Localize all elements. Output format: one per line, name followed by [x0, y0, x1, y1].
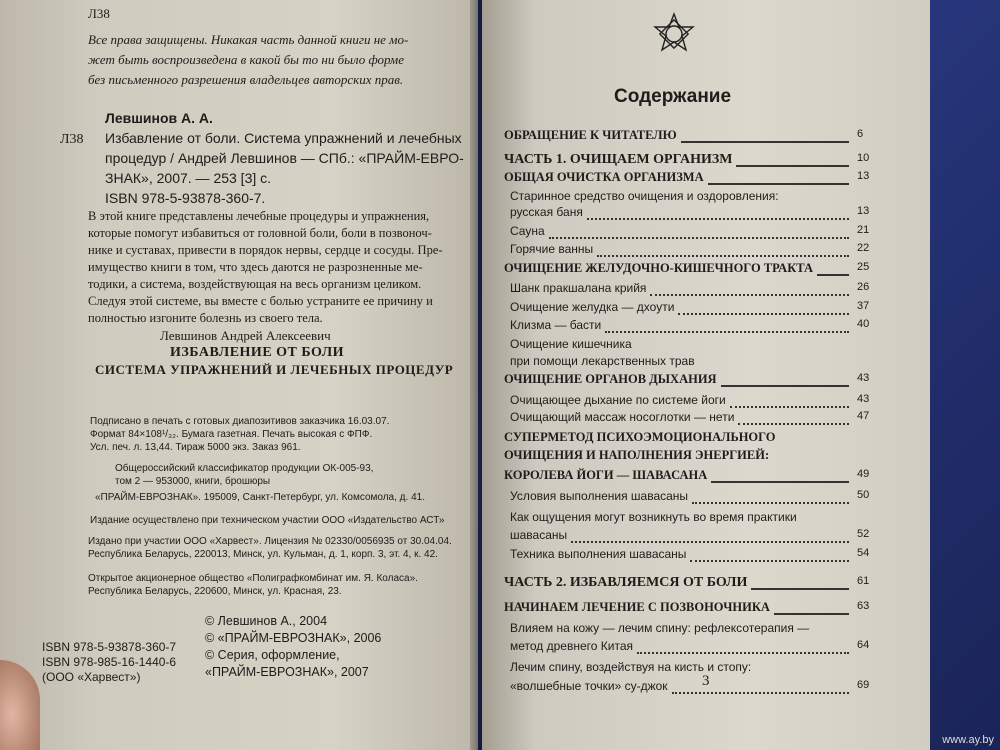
toc-entry-page: 50 — [857, 489, 870, 501]
toc-leader — [730, 406, 849, 408]
toc-leader — [681, 141, 849, 143]
page-number: 3 — [702, 673, 710, 689]
toc-entry — [504, 205, 874, 225]
toc-entry-page: 26 — [857, 281, 870, 293]
toc-entry-page: 22 — [857, 242, 870, 254]
toc-entry-label: ЧАСТЬ 2. ИЗБАВЛЯЕМСЯ ОТ БОЛИ — [504, 575, 748, 590]
toc-entry-label: Очищение кишечника — [510, 337, 632, 351]
toc-entry — [504, 128, 874, 148]
toc-entry — [504, 372, 874, 392]
toc-entry — [504, 410, 874, 430]
toc-entry — [504, 354, 874, 374]
toc-entry-label: ОБРАЩЕНИЕ К ЧИТАТЕЛЮ — [504, 128, 677, 142]
toc-leader — [817, 274, 849, 276]
printing-plant-info: Открытое акционерное общество «Полиграфкомбинат им. Я. Коласа». Республика Беларусь, 220600, Минск, ул. Красная, 23. — [88, 573, 418, 597]
toc-leader — [571, 541, 849, 543]
toc-leader — [692, 502, 849, 504]
toc-entry — [504, 300, 874, 320]
toc-entry — [504, 600, 874, 620]
classifier-info: Общероссийский классификатор продукции ОК-005-93, том 2 — 953000, книги, брошюры — [115, 463, 374, 487]
toc-entry-label: метод древнего Китая — [510, 639, 634, 653]
toc-leader — [738, 423, 849, 425]
toc-entry — [504, 261, 874, 281]
toc-entry-page: 61 — [857, 575, 870, 587]
author-full-name: Левшинов Андрей Алексеевич — [160, 328, 331, 343]
book-subtitle: СИСТЕМА УПРАЖНЕНИЙ И ЛЕЧЕБНЫХ ПРОЦЕДУР — [95, 362, 454, 377]
toc-entry-page: 69 — [857, 679, 870, 691]
toc-leader — [597, 255, 849, 257]
toc-entry-label: Лечим спину, воздействуя на кисть и стопу: — [510, 660, 752, 674]
toc-entry — [504, 639, 874, 659]
isbn-list: ISBN 978-5-93878-360-7 ISBN 978-985-16-1440-6 (ООО «Харвест») — [42, 640, 177, 684]
toc-entry — [504, 468, 874, 488]
toc-entry-page: 49 — [857, 468, 870, 480]
toc-entry — [504, 660, 874, 680]
toc-entry — [504, 679, 874, 699]
toc-entry-page: 40 — [857, 318, 870, 330]
toc-entry-label: ОЧИЩЕНИЯ И НАПОЛНЕНИЯ ЭНЕРГИЕЙ: — [504, 448, 770, 462]
toc-leader — [678, 313, 849, 315]
toc-entry-label: «волшебные точки» су-джок — [510, 679, 668, 693]
toc-entry-label: шавасаны — [510, 528, 568, 542]
toc-entry-label: русская баня — [510, 205, 583, 219]
toc-entry-page: 21 — [857, 224, 870, 236]
toc-entry-page: 13 — [857, 205, 870, 217]
toc-entry-label: Шанк пракшалана крийя — [510, 281, 647, 295]
toc-leader — [736, 165, 849, 167]
toc-entry-label: Старинное средство очищения и оздоровления: — [510, 189, 779, 203]
toc-entry-page: 37 — [857, 300, 870, 312]
toc-entry-label: при помощи лекарственных трав — [510, 354, 695, 368]
technical-participation: Издание осуществлено при техническом участии ООО «Издательство АСТ» — [90, 515, 445, 526]
watermark: www.ay.by — [942, 734, 994, 746]
toc-entry — [504, 510, 874, 530]
bibliographic-record: Избавление от боли. Система упражнений и лечебных процедур / Андрей Левшинов — СПб.: «ПРАЙМ-ЕВРО- ЗНАК», 2007. — 253 [3] с. ISBN 978-5-93878-360-7. — [105, 130, 464, 206]
toc-entry-label: Клизма — басти — [510, 318, 602, 332]
toc-entry-page: 25 — [857, 261, 870, 273]
toc-entry-label: Влияем на кожу — лечим спину: рефлексотерапия — — [510, 621, 810, 635]
toc-heading: Содержание — [614, 86, 732, 107]
toc-leader — [549, 237, 849, 239]
toc-entry-page: 13 — [857, 170, 870, 182]
toc-entry-label: ОЧИЩЕНИЕ ОРГАНОВ ДЫХАНИЯ — [504, 372, 717, 386]
toc-entry-label: Горячие ванны — [510, 242, 594, 256]
publisher-address: «ПРАЙМ-ЕВРОЗНАК». 195009, Санкт-Петербург, ул. Комсомола, д. 41. — [95, 492, 425, 503]
toc-entry-label: СУПЕРМЕТОД ПСИХОЭМОЦИОНАЛЬНОГО — [504, 430, 776, 444]
toc-entry-page: 43 — [857, 372, 870, 384]
toc-entry-label: КОРОЛЕВА ЙОГИ — ШАВАСАНА — [504, 468, 708, 482]
toc-leader — [708, 183, 849, 185]
rights-notice: Все права защищены. Никакая часть данной книги не мо- жет быть воспроизведена в какой бы то ни было форме без письменного разрешения владельцев авторских прав. — [88, 32, 409, 87]
toc-entry — [504, 430, 874, 450]
toc-leader — [650, 294, 849, 296]
toc-leader — [721, 385, 849, 387]
toc-entry-label: Условия выполнения шавасаны — [510, 489, 689, 503]
toc-entry-label: НАЧИНАЕМ ЛЕЧЕНИЕ С ПОЗВОНОЧНИКА — [504, 600, 770, 614]
toc-entry-page: 6 — [857, 128, 864, 140]
toc-leader — [587, 218, 849, 220]
toc-entry-page: 43 — [857, 393, 870, 405]
toc-entry-label: ОБЩАЯ ОЧИСТКА ОРГАНИЗМА — [504, 170, 704, 184]
toc-entry — [504, 318, 874, 338]
book-title: ИЗБАВЛЕНИЕ ОТ БОЛИ — [170, 345, 345, 360]
top-code: Л38 — [88, 6, 110, 21]
left-page — [0, 0, 478, 750]
toc-leader — [637, 652, 849, 654]
toc-entry-label: ОЧИЩЕНИЕ ЖЕЛУДОЧНО-КИШЕЧНОГО ТРАКТА — [504, 261, 813, 275]
toc-entry — [504, 170, 874, 190]
harvest-info: Издано при участии ООО «Харвест». Лицензия № 02330/0056935 от 30.04.04. Республика Беларусь, 220013, Минск, ул. Кульман, д. 1, корп. 3, эт. 4, к. 42. — [88, 536, 452, 560]
toc-leader — [690, 560, 849, 562]
toc-entry — [504, 152, 874, 172]
toc-entry — [504, 575, 874, 595]
toc-leader — [672, 692, 849, 694]
copyright-block: © Левшинов А., 2004 © «ПРАЙМ-ЕВРОЗНАК», 2006 © Серия, оформление, «ПРАЙМ-ЕВРОЗНАК», 2007 — [205, 614, 382, 679]
table-of-contents — [504, 0, 874, 750]
toc-entry — [504, 528, 874, 548]
toc-entry-label: Сауна — [510, 224, 545, 238]
toc-entry-label: Очищение желудка — дхоути — [510, 300, 675, 314]
toc-entry-page: 64 — [857, 639, 870, 651]
toc-entry — [504, 448, 874, 468]
author-name: Левшинов А. А. — [105, 110, 213, 126]
toc-entry-label: Как ощущения могут возникнуть во время практики — [510, 510, 797, 524]
right-page — [482, 0, 930, 750]
toc-entry-page: 10 — [857, 152, 870, 164]
toc-entry-label: ЧАСТЬ 1. ОЧИЩАЕМ ОРГАНИЗМ — [504, 152, 733, 167]
toc-entry-page: 52 — [857, 528, 870, 540]
toc-entry — [504, 224, 874, 244]
print-info: Подписано в печать с готовых диапозитивов заказчика 16.03.07. Формат 84×108¹/₃₂. Бумага газетная. Печать высокая с ФПФ. Усл. печ. л. 13,44. Тираж 5000 экз. Заказ 961. — [90, 416, 390, 453]
toc-entry — [504, 242, 874, 262]
annotation: В этой книге представлены лечебные процедуры и упражнения, которые помогут избавиться от головной боли, боли в позвоноч- нике и суставах, привести в порядок нервы, сердце и сосуды. Пре- имущество книги в том, что здесь даются не разрозненные ме- тодики, а система, воздействующая на весь организм целиком. Следуя этой системе, вы вместе с болью устраните ее причину и полностью изгоните болезнь из своего тела. — [88, 209, 443, 325]
toc-entry-page: 47 — [857, 410, 870, 422]
toc-entry-label: Техника выполнения шавасаны — [510, 547, 687, 561]
toc-entry-label: Очищающее дыхание по системе йоги — [510, 393, 726, 407]
thumb — [0, 660, 40, 750]
toc-leader — [774, 613, 849, 615]
toc-entry — [504, 281, 874, 301]
toc-leader — [751, 588, 849, 590]
toc-leader — [711, 481, 849, 483]
toc-entry-label: Очищающий массаж носоглотки — нети — [510, 410, 735, 424]
toc-entry-page: 63 — [857, 600, 870, 612]
library-code: Л38 — [60, 132, 84, 147]
toc-entry — [504, 489, 874, 509]
toc-entry — [504, 621, 874, 641]
toc-entry-page: 54 — [857, 547, 870, 559]
toc-entry — [504, 547, 874, 567]
toc-leader — [605, 331, 849, 333]
